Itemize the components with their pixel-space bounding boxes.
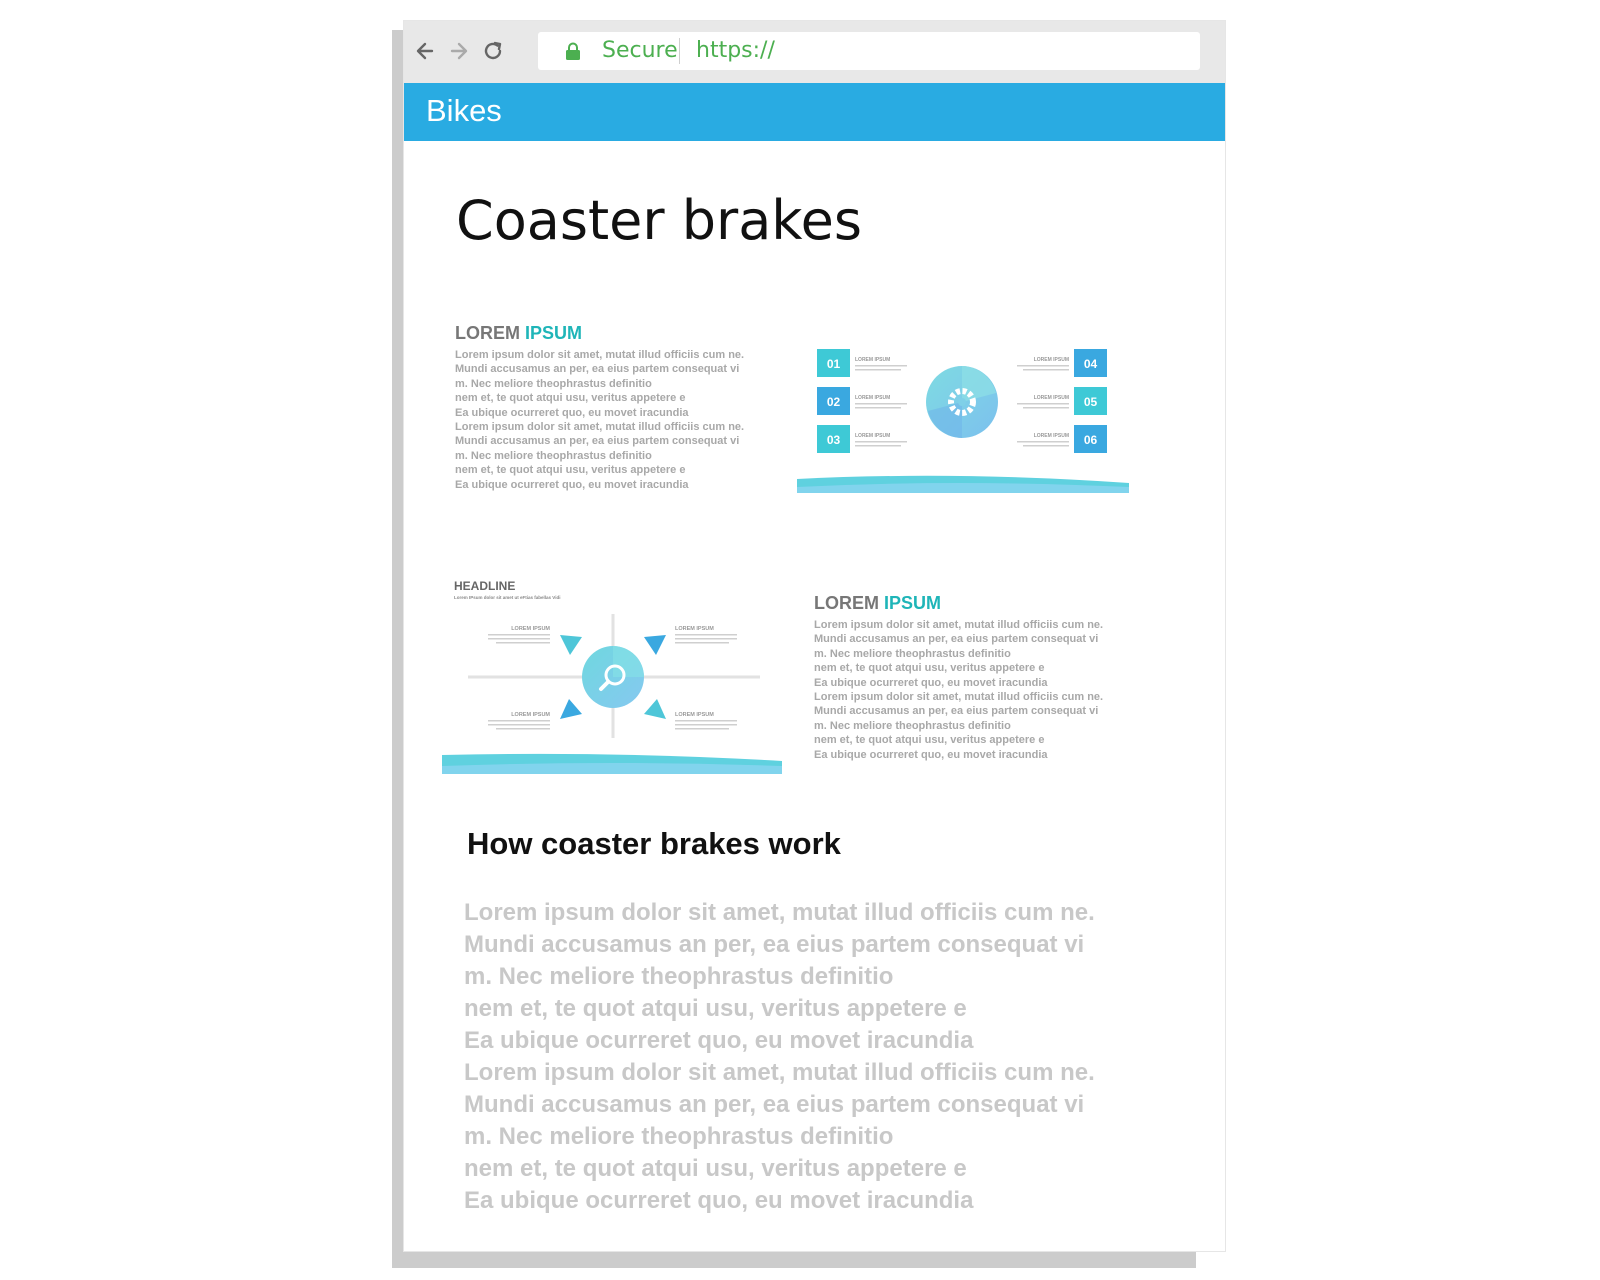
app-bar [404, 83, 1225, 141]
number-label: 06 [1083, 433, 1098, 447]
text-line: nem et, te quot atqui usu, veritus appetere e [455, 464, 686, 477]
text-line: Lorem ipsum dolor sit amet, mutat illud officiis cum ne. [814, 619, 1104, 631]
number-box [1074, 387, 1107, 415]
text-line: Mundi accusamus an per, ea eius partem consequat vi [814, 705, 1099, 718]
text-line: m. Nec meliore theophrastus definitio [814, 719, 1011, 732]
arrow-left-icon[interactable] [414, 40, 436, 62]
app-title[interactable]: Bikes [426, 93, 502, 128]
address-separator [679, 38, 680, 64]
number-box [817, 349, 850, 377]
text-line: Ea ubique ocurreret quo, eu movet iracundia [464, 1027, 974, 1054]
text-line: Ea ubique ocurreret quo, eu movet iracundia [455, 478, 689, 491]
block1-heading-main: LOREM [455, 323, 520, 343]
number-box [1074, 349, 1107, 377]
number-box [817, 387, 850, 415]
block1-heading [455, 323, 582, 344]
item-label: LOREM IPSUM [675, 626, 714, 632]
text-line: Mundi accusamus an per, ea eius partem consequat vi [814, 633, 1099, 646]
item-label: LOREM IPSUM [855, 433, 891, 439]
text-line: Mundi accusamus an per, ea eius partem consequat vi [455, 363, 740, 376]
number-box [1074, 425, 1107, 453]
text-line: nem et, te quot atqui usu, veritus appetere e [464, 1155, 967, 1182]
infographic-subline: Lorem IPsum dolor sit amet ut eFtias fabellas Vidi [454, 595, 561, 600]
text-line: Ea ubique ocurreret quo, eu movet iracundia [455, 406, 689, 419]
block1-heading-accent: IPSUM [525, 323, 583, 343]
decorative-wave [442, 754, 782, 774]
text-line: m. Nec meliore theophrastus definitio [455, 377, 652, 390]
address-bar[interactable] [538, 32, 1200, 70]
text-line: Mundi accusamus an per, ea eius partem consequat vi [464, 1091, 1085, 1118]
text-line: m. Nec meliore theophrastus definitio [455, 449, 652, 462]
gear-icon [926, 366, 998, 438]
text-line: Lorem ipsum dolor sit amet, mutat illud officiis cum ne. [464, 899, 1095, 926]
section-body [464, 897, 1095, 1217]
item-label: LOREM IPSUM [675, 712, 714, 718]
text-line: m. Nec meliore theophrastus definitio [814, 647, 1011, 660]
lock-icon [564, 42, 582, 60]
text-line: Ea ubique ocurreret quo, eu movet iracundia [814, 676, 1048, 689]
number-label: 05 [1083, 395, 1098, 409]
text-line: nem et, te quot atqui usu, veritus appetere e [455, 392, 686, 405]
reload-icon[interactable] [482, 40, 504, 62]
block1-body [455, 348, 744, 492]
text-line: nem et, te quot atqui usu, veritus appetere e [814, 734, 1045, 747]
number-label: 04 [1083, 357, 1098, 371]
text-line: Lorem ipsum dolor sit amet, mutat illud officiis cum ne. [455, 349, 745, 361]
text-line: Mundi accusamus an per, ea eius partem consequat vi [464, 931, 1085, 958]
text-line: Lorem ipsum dolor sit amet, mutat illud officiis cum ne. [464, 1059, 1095, 1086]
block2-heading [814, 593, 941, 614]
item-label: LOREM IPSUM [1033, 357, 1069, 363]
infographic-headline: HEADLINE [454, 579, 516, 593]
block2-heading-main: LOREM [814, 593, 879, 613]
number-label: 02 [826, 395, 841, 409]
magnifier-icon [582, 646, 644, 708]
infographic-gear [797, 341, 1129, 496]
text-line: Mundi accusamus an per, ea eius partem consequat vi [455, 435, 740, 448]
url-text[interactable]: https:// [696, 38, 775, 63]
item-label: LOREM IPSUM [855, 357, 891, 363]
browser-window [403, 20, 1226, 1252]
text-line: Ea ubique ocurreret quo, eu movet iracundia [464, 1187, 974, 1214]
item-label: LOREM IPSUM [511, 626, 550, 632]
item-label: LOREM IPSUM [1033, 395, 1069, 401]
text-line: nem et, te quot atqui usu, veritus appetere e [814, 662, 1045, 675]
block2-heading-accent: IPSUM [884, 593, 942, 613]
text-line: m. Nec meliore theophrastus definitio [464, 1123, 894, 1150]
arrow-right-icon[interactable] [448, 40, 470, 62]
page-title: Coaster brakes [456, 189, 863, 252]
block2-body [814, 618, 1103, 762]
number-label: 01 [826, 357, 841, 371]
section-title: How coaster brakes work [467, 826, 841, 861]
item-label: LOREM IPSUM [1033, 433, 1069, 439]
text-line: nem et, te quot atqui usu, veritus appetere e [464, 995, 967, 1022]
number-label: 03 [826, 433, 841, 447]
decorative-wave [797, 476, 1129, 493]
infographic-search [442, 576, 782, 776]
secure-label: Secure [602, 38, 678, 63]
browser-toolbar [404, 21, 1225, 83]
number-box [817, 425, 850, 453]
text-line: m. Nec meliore theophrastus definitio [464, 963, 894, 990]
text-line: Lorem ipsum dolor sit amet, mutat illud officiis cum ne. [455, 420, 745, 433]
text-line: Lorem ipsum dolor sit amet, mutat illud officiis cum ne. [814, 690, 1104, 703]
text-line: Ea ubique ocurreret quo, eu movet iracundia [814, 748, 1048, 761]
item-label: LOREM IPSUM [855, 395, 891, 401]
item-label: LOREM IPSUM [511, 712, 550, 718]
